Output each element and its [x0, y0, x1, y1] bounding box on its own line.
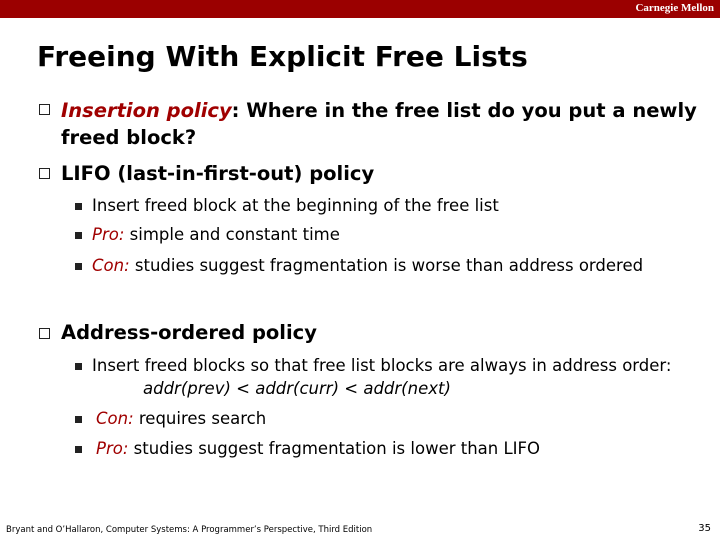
pro-label: Pro:	[96, 439, 129, 458]
page-number: 35	[698, 523, 711, 534]
bullet-square-icon	[39, 328, 50, 339]
lifo-sub-con	[92, 255, 643, 277]
insertion-policy-line2: freed block?	[61, 126, 197, 149]
bullet-square-icon	[39, 168, 50, 179]
insertion-policy-label: Insertion policy	[61, 99, 232, 122]
insertion-policy-text: Where in the free list do you put a newly	[239, 99, 697, 122]
sub-bullet-icon	[75, 232, 82, 239]
con-label: Con:	[96, 409, 134, 428]
lifo-sub-pro	[92, 224, 340, 246]
bullet-lifo-policy: LIFO (last-in-first-out) policy	[61, 162, 375, 185]
pro-label: Pro:	[92, 225, 125, 244]
sub-bullet-icon	[75, 263, 82, 270]
con-text: requires search	[133, 409, 267, 428]
bullet-address-ordered-policy: Address-ordered policy	[61, 321, 317, 344]
lifo-sub-insert: Insert freed block at the beginning of the free list	[92, 196, 499, 215]
address-sub-insert: Insert freed blocks so that free list blocks are always in address order:	[92, 356, 672, 375]
sub-bullet-icon	[75, 203, 82, 210]
sub-bullet-icon	[75, 416, 82, 423]
sub-bullet-icon	[75, 363, 82, 370]
address-sub-pro	[96, 438, 540, 460]
con-label: Con:	[92, 256, 130, 275]
address-order-formula: addr(prev) < addr(curr) < addr(next)	[143, 379, 451, 398]
header-bar	[0, 0, 720, 18]
insertion-policy-colon: :	[231, 99, 240, 122]
pro-text: simple and constant time	[124, 225, 340, 244]
pro-text: studies suggest fragmentation is lower than LIFO	[128, 439, 541, 458]
bullet-insertion-policy	[61, 98, 697, 124]
bullet-square-icon	[39, 104, 50, 115]
address-sub-con	[96, 408, 266, 430]
sub-bullet-icon	[75, 446, 82, 453]
brand-label: Carnegie Mellon	[635, 2, 714, 14]
footer-credit: Bryant and O’Hallaron, Computer Systems: A Programmer’s Perspective, Third Edition	[6, 525, 373, 535]
con-text: studies suggest fragmentation is worse than address ordered	[129, 256, 644, 275]
slide-title: Freeing With Explicit Free Lists	[37, 40, 528, 73]
